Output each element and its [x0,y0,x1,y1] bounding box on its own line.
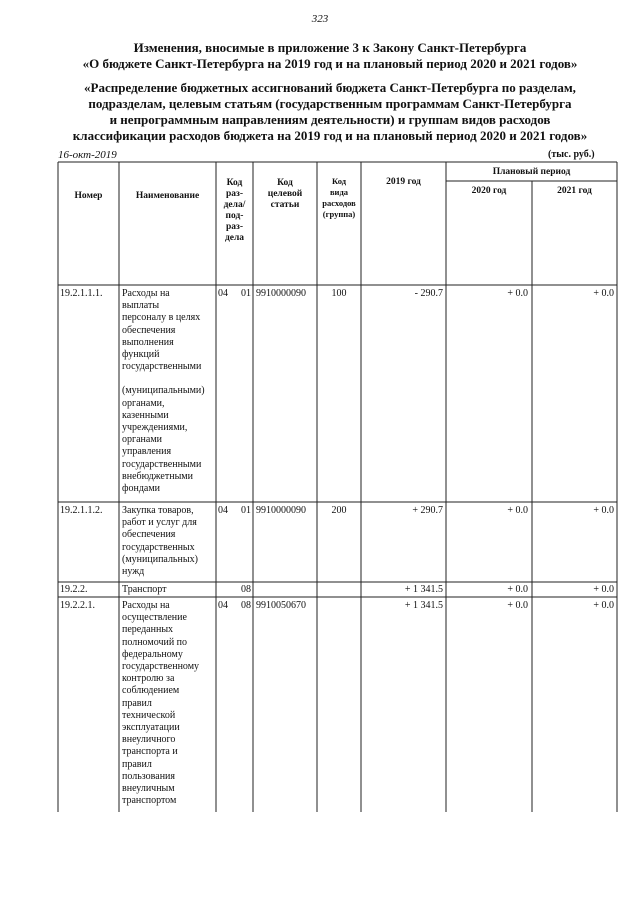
row-target: 9910050670 [256,600,306,611]
row-2020: + 0.0 [507,600,528,611]
row-2020: + 0.0 [507,584,528,595]
row-subsection: 01 [241,288,251,299]
header-2020: 2020 год [471,186,507,196]
row-2021: + 0.0 [593,584,614,595]
subtitle-line: подразделам, целевым статьям (государственным программам Санкт-Петербурга [88,96,572,111]
units-label: (тыс. руб.) [548,149,595,160]
row-section: 04 [218,288,228,299]
row-type: 100 [331,288,347,299]
subtitle-line: и непрограммным направлениям деятельности) и группам видов расходов [109,112,551,127]
header-expense-type-code: Код вида расходов (группа) [322,176,356,219]
row-2019: + 1 341.5 [404,600,443,611]
row-number: 19.2.2.1. [60,600,95,611]
row-section: 04 [218,600,228,611]
row-number: 19.2.2. [60,584,88,595]
title-line: Изменения, вносимые в приложение 3 к Закону Санкт-Петербурга [133,40,527,55]
row-2019: - 290.7 [414,288,443,299]
row-name: Транспорт [122,584,167,595]
row-target: 9910000090 [256,288,306,299]
row-2020: + 0.0 [507,505,528,516]
row-2019: + 290.7 [412,505,443,516]
header-name: Наименование [135,191,200,201]
row-type: 200 [331,505,347,516]
header-section-code: Код раз- дела/ под- раз- дела [223,178,246,243]
row-2021: + 0.0 [593,288,614,299]
row-name: Расходы на осуществление переданных полномочий по федеральному государственному контролю за соблюдением правил технической эксплуатации внеуличного транспорта и правил пользования внеуличным транспортом [122,600,200,807]
row-2020: + 0.0 [507,288,528,299]
row-section: 04 [218,505,228,516]
row-name: Расходы на выплаты персоналу в целях обеспечения выполнения функций государственными (муниципальными) органами, казенными учреждениями, органами управления государственными внебюджетными фондами [122,288,205,495]
row-2021: + 0.0 [593,600,614,611]
subtitle-line: классификации расходов бюджета на 2019 год и на плановый период 2020 и 2021 годов» [72,128,588,143]
row-number: 19.2.1.1.1. [60,288,103,299]
subtitle-line: «Распределение бюджетных ассигнований бюджета Санкт-Петербурга по разделам, [84,80,576,95]
row-number: 19.2.1.1.2. [60,505,103,516]
row-subsection: 08 [241,600,251,611]
row-2019: + 1 341.5 [404,584,443,595]
header-planned-period: Плановый период [492,167,571,177]
header-number: Номер [74,191,103,201]
row-subsection: 01 [241,505,251,516]
row-target: 9910000090 [256,505,306,516]
header-target-code: Код целевой статьи [267,178,303,210]
document-date: 16-окт-2019 [58,149,117,161]
row-name: Закупка товаров, работ и услуг для обеспечения государственных (муниципальных) нужд [122,505,198,578]
header-2021: 2021 год [557,186,592,196]
page-number: 323 [311,13,329,25]
header-2019: 2019 год [386,177,421,187]
title-line: «О бюджете Санкт-Петербурга на 2019 год и на плановый период 2020 и 2021 годов» [82,56,578,71]
row-subsection: 08 [241,584,251,595]
row-2021: + 0.0 [593,505,614,516]
